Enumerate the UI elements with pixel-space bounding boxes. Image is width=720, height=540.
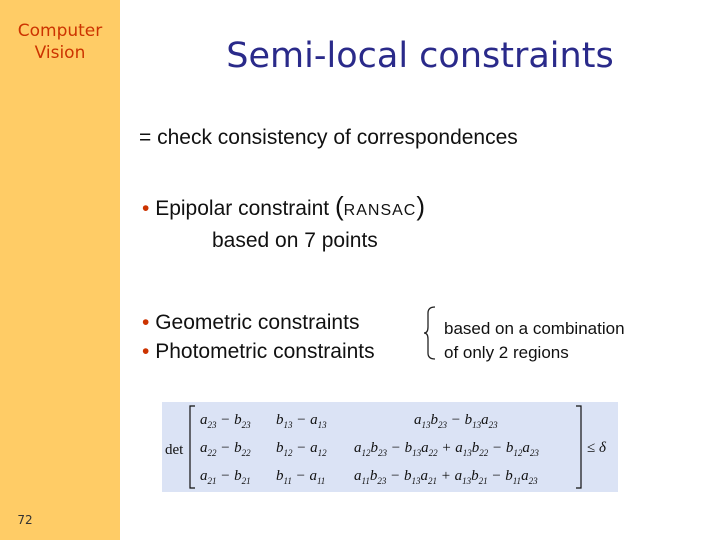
slide-number: 72 xyxy=(17,513,33,527)
determinant-formula xyxy=(162,402,618,492)
intro-line: = check consistency of correspondences xyxy=(139,126,518,149)
ransac-label: RANSAC xyxy=(343,202,417,219)
matrix-row xyxy=(200,440,539,458)
threshold-inequality: ≤ δ xyxy=(587,440,606,456)
epipolar-bullet xyxy=(142,191,425,256)
sidebar xyxy=(0,0,120,540)
formula-graphic xyxy=(162,402,618,492)
combination-note xyxy=(444,317,625,365)
det-label: det xyxy=(165,442,184,458)
photometric-constraints-text: Photometric constraints xyxy=(155,340,375,363)
matrix-row xyxy=(200,412,498,430)
svg-text:a22 − b22: $a_{22} - b_{22}$ xyxy=(200,440,251,458)
course-brand xyxy=(0,20,120,64)
epipolar-detail: based on 7 points xyxy=(212,229,378,252)
svg-text:b12 − a12: $b_{12} - a_{12}$ xyxy=(276,440,327,458)
bullet-marker: • xyxy=(142,197,150,220)
grouping-brace xyxy=(423,305,439,361)
svg-text:a13b23 − b13a23: $a_{13}b_{23} - b_{13}a_{23}$ xyxy=(414,412,498,430)
right-bracket xyxy=(576,406,581,488)
open-paren: ( xyxy=(334,191,344,221)
close-paren: ) xyxy=(416,191,426,221)
svg-text:b13 − a13: $b_{13} - a_{13}$ xyxy=(276,412,327,430)
svg-text:a21 − b21: $a_{21} - b_{21}$ xyxy=(200,468,251,486)
svg-text:a23 − b23: $a_{23} - b_{23}$ xyxy=(200,412,251,430)
epipolar-text: Epipolar constraint xyxy=(155,197,330,220)
brand-line-2: Vision xyxy=(34,43,86,63)
geometric-constraints-text: Geometric constraints xyxy=(155,311,360,334)
region-constraints-list xyxy=(142,308,375,366)
note-line-2: of only 2 regions xyxy=(444,343,569,362)
svg-text:a11b23 − b13a21 + a13b21 − b11: $a_{11}b_{23} - b_{13}a_{21} + a_{13}b_{21} - b_{11}a_{23}$ xyxy=(354,468,538,486)
note-line-1: based on a combination xyxy=(444,319,625,338)
svg-text:a12b23 − b13a22 + a13b22 − b12: $a_{12}b_{23} - b_{13}a_{22} + a_{13}b_{22} - b_{12}a_{23}$ xyxy=(354,440,539,458)
bullet-marker: • xyxy=(142,340,150,363)
bullet-marker: • xyxy=(142,311,150,334)
list-item xyxy=(142,308,375,337)
slide-title: Semi-local constraints xyxy=(226,36,614,76)
list-item xyxy=(142,337,375,366)
svg-text:b11 − a11: $b_{11} - a_{11}$ xyxy=(276,468,326,486)
brand-line-1: Computer xyxy=(17,21,103,41)
matrix-row xyxy=(200,468,538,486)
left-bracket xyxy=(190,406,195,488)
